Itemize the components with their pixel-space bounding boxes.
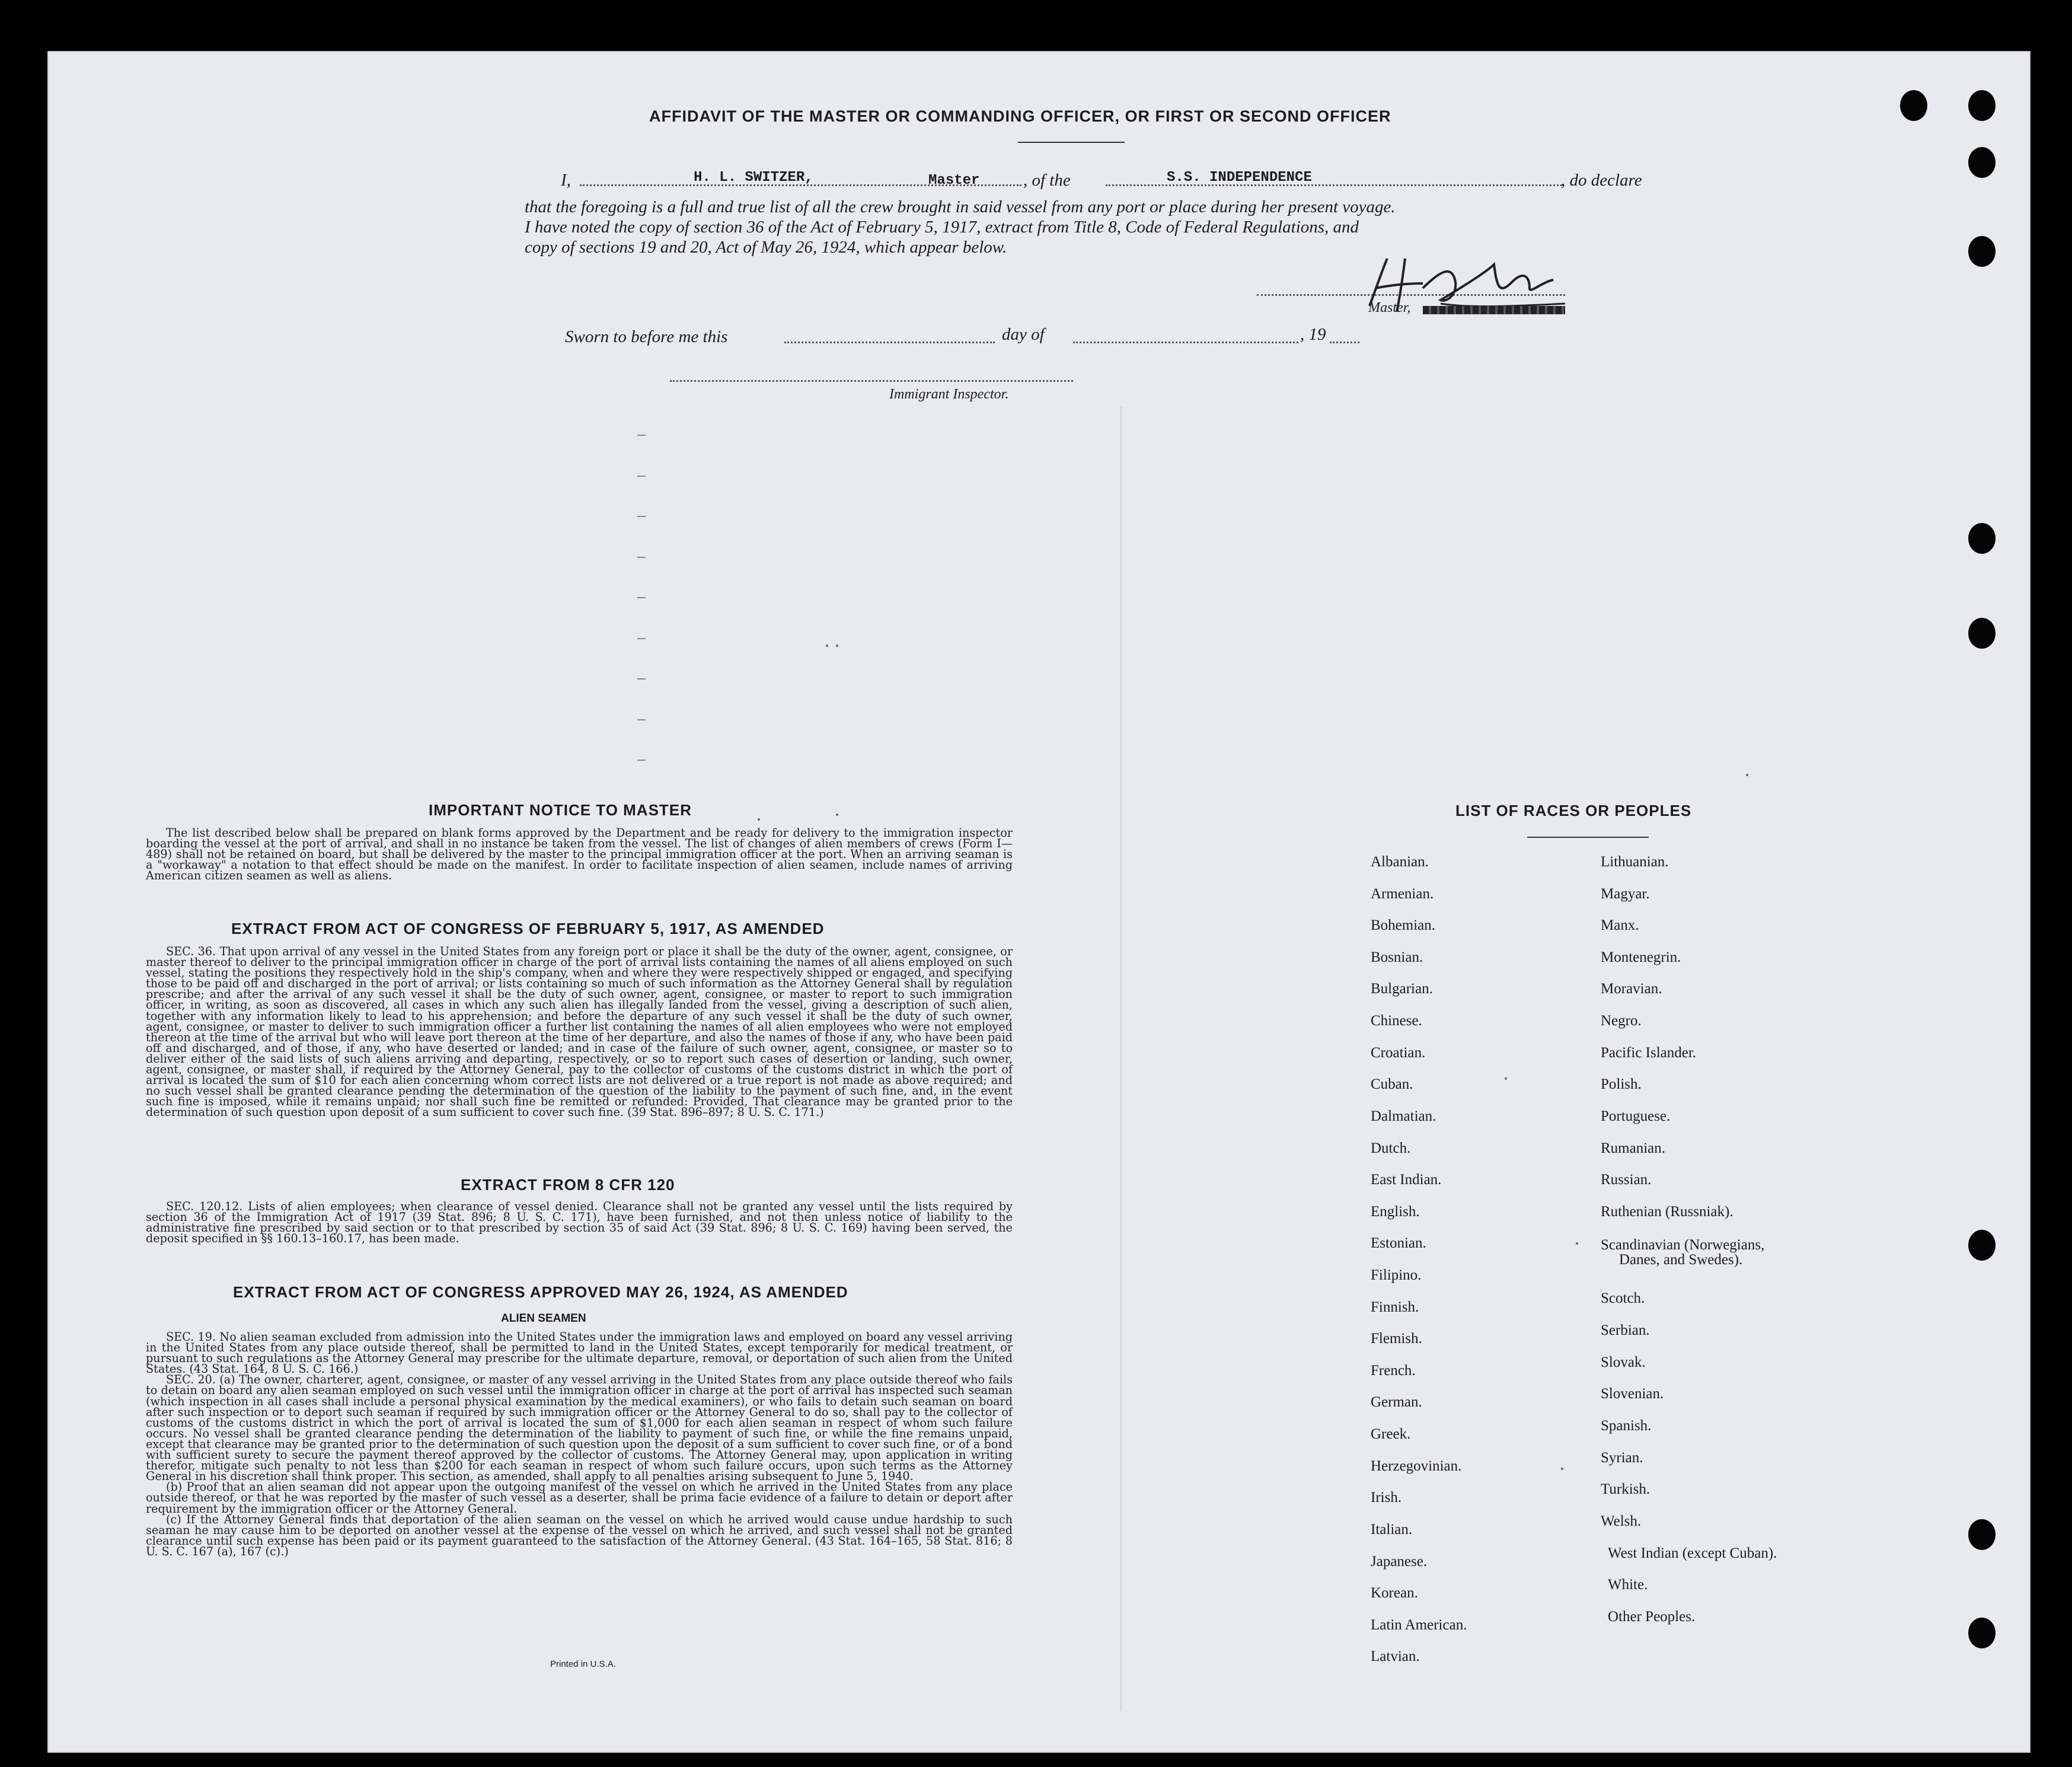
race-item: Bosnian. [1371, 949, 1423, 965]
race-item: Latvian. [1371, 1648, 1420, 1664]
mark [637, 719, 646, 720]
extract-cfr-title: EXTRACT FROM 8 CFR 120 [461, 1176, 675, 1194]
of-the-text: , of the [1023, 171, 1071, 190]
race-item: Portuguese. [1601, 1108, 1671, 1124]
punch-hole [1968, 147, 1996, 178]
affidavit-pronoun: I, [561, 171, 571, 190]
race-item: Pacific Islander. [1601, 1045, 1697, 1061]
notice-paragraph: The list described below shall be prepared on blank forms approved by the Department and be ready for delivery to the immigration inspector boarding the vessel at the port of arrival, and shall in no instance be taken from the vessel. The list of changes of alien members of crews (Form I—489) shall not be retained on board, but shall be delivered by the master to the principal immigration officer at the port. When an arriving seaman is a "workaway" a notation to that effect should be made on the manifest. In order to facilitate inspection of alien seamen, include names of arriving American citizen seamen as well as aliens. [146, 826, 1013, 883]
race-item: Japanese. [1371, 1554, 1428, 1570]
mark [637, 516, 646, 517]
year-prefix: , 19 [1300, 325, 1326, 344]
race-item: Korean. [1371, 1585, 1418, 1601]
sec-36-paragraph: SEC. 36. That upon arrival of any vessel in the United States from any foreign port or place it shall be the duty of the owner, agent, consignee, or master thereof to deliver to the principal immigration officer in charge of the port of arrival lists containing the names of all aliens employed on such vessel, stating the positions they respectively hold in the ship's company, when and where they were respectively shipped or engaged, and specifying those to be paid off and discharged in the port of arrival; or lists containing so much of such information as the Attorney General shall by regulation prescribe; and after the arrival of any such vessel it shall be the duty of such owner, agent, consignee, or master to report to such immigration officer, in writing, as soon as discovered, all cases in which any such alien has illegally landed from the vessel, giving a description of such alien, together with any information likely to lead to his apprehension; and before the departure of any such vessel it shall be the duty of such owner, agent, consignee, or master to deliver to such immigration officer a further list containing the names of all alien employees who were not employed thereon at the time of the arrival but who will leave port thereon at the time of her departure, and also the names of those if any, who have been paid off and discharged, and of those, if any, who have deserted or landed; and in case of the failure of such owner, agent, consignee, or master so to deliver either of the said lists of such aliens arriving and departing, respectively, or so to report such cases of desertion or landing, such owner, agent, consignee, or master shall, if required by the Attorney General, pay to the collector of customs of the customs district in which the port of arrival is located the sum of $10 for each alien concerning whom correct lists are not delivered or a true report is not made as above required; and no such vessel shall be granted clearance pending the determination of the question of the liability to the payment of such fine, and, in the event such fine is imposed, while it remains unpaid; nor shall such fine be remitted or refunded: Provided, That clearance may be granted prior to the determination of such question upon deposit of a sum sufficient to cover such fine. (39 Stat. 896–897; 8 U. S. C. 171.) [146, 945, 1013, 1119]
notice-title: IMPORTANT NOTICE TO MASTER [429, 801, 692, 819]
race-item: Scandinavian (Norwegians, [1601, 1237, 1765, 1253]
race-item: Magyar. [1601, 886, 1650, 902]
race-item: Welsh. [1601, 1513, 1642, 1529]
race-item: Finnish. [1371, 1299, 1419, 1315]
extract-1924-subtitle: ALIEN SEAMEN [501, 1312, 586, 1325]
mark [637, 435, 646, 436]
mark [637, 678, 646, 680]
mark [637, 638, 646, 639]
mark [637, 557, 646, 558]
master-name-value: H. L. SWITZER, [694, 170, 813, 186]
extract-cfr-body [146, 1201, 1013, 1244]
notice-body [146, 828, 1013, 881]
punch-hole [1968, 523, 1996, 554]
signature-caption: Master, [1368, 300, 1411, 315]
speck [1576, 1242, 1578, 1245]
race-item: Danes, and Swedes). [1619, 1252, 1743, 1268]
sec-120-12-paragraph: SEC. 120.12. Lists of alien employees; when clearance of vessel denied. Clearance shall not be granted any vessel until the lists required by section 36 of the Immigration Act of 1917 (39 Stat. 896; 8 U. S. C. 171), have been furnished, and not then unless notice of liability to the administrative fine prescribed by said section or to that prescribed by section 35 of said Act (39 Stat. 896; 8 U. S. C. 169) having been served, the deposit specified in §§ 160.13–160.17, has been made. [146, 1200, 1013, 1246]
punch-hole [1968, 1519, 1996, 1550]
sworn-year-line [1330, 342, 1359, 343]
mark [637, 476, 646, 477]
race-item: Cuban. [1371, 1076, 1413, 1092]
race-item: Croatian. [1371, 1045, 1426, 1061]
race-item: White. [1608, 1577, 1648, 1593]
races-title: LIST OF RACES OR PEOPLES [1455, 802, 1692, 819]
master-title-value: Master [928, 173, 980, 189]
speck [1746, 774, 1748, 776]
inspector-signature-line [670, 380, 1073, 382]
race-item: East Indian. [1371, 1172, 1442, 1188]
punch-hole [1968, 1618, 1996, 1648]
affidavit-line-3: I have noted the copy of section 36 of the Act of February 5, 1917, extract from Title 8, Code of Federal Regulations, and [525, 218, 1359, 237]
sec-20a-paragraph: SEC. 20. (a) The owner, charterer, agent, consignee, or master of any vessel arriving in the United States from any place outside thereof who fails to detain on board any alien seaman employed on such vessel until the immigration officer in charge at the port of arrival has inspected such seaman (which inspection in all cases shall include a personal physical examination by the medical examiners), or who fails to detain such seaman on board after such inspection or to deport such seaman if required by such immigration officer or the Attorney General to do so, shall pay to the collector of customs of the customs district in which the port of arrival is located the sum of $1,000 for each alien seaman in respect of whom such failure occurs. No vessel shall be granted clearance pending the determination of the liability to payment of such fine, or while the fine remains unpaid, except that clearance may be granted prior to the determination of such question upon the deposit of a sum sufficient to cover such fine, or of a bond with sufficient surety to secure the payment thereof approved by the collector of customs. The Attorney General may, upon application in writing therefor, mitigate such penalty to not less than $200 for each seaman in respect of whom such failure occurs, upon such terms as the Attorney General in his discretion shall think proper. This section, as amended, shall apply to all penalties arising subsequent to June 5, 1940. [146, 1373, 1013, 1484]
race-item: Syrian. [1601, 1450, 1643, 1466]
document-page [47, 51, 2031, 1753]
race-item: Slovenian. [1601, 1386, 1664, 1402]
race-item: Bulgarian. [1371, 981, 1433, 997]
race-item: Lithuanian. [1601, 854, 1669, 870]
inspector-caption: Immigrant Inspector. [889, 387, 1009, 402]
speck [1505, 1077, 1507, 1080]
race-item: Rumanian. [1601, 1140, 1666, 1156]
vessel-name-value: S.S. INDEPENDENCE [1167, 170, 1312, 186]
race-item: Ruthenian (Russniak). [1601, 1204, 1733, 1220]
speck [1561, 1468, 1563, 1470]
speck [836, 645, 838, 647]
day-of-text: day of [1002, 325, 1045, 344]
race-item: West Indian (except Cuban). [1608, 1545, 1777, 1561]
speck [758, 818, 760, 821]
race-item: Latin American. [1371, 1617, 1467, 1633]
race-item: Montenegrin. [1601, 949, 1681, 965]
sec-20b-paragraph: (b) Proof that an alien seaman did not appear upon the outgoing manifest of the vessel on which he arrived in the United States from any place outside thereof, or that he was reported by the master of such vessel as a deserter, shall be prima facie evidence of a failure to detain or deport after requirement by the immigration officer or the Attorney General. [146, 1480, 1013, 1516]
race-item: Russian. [1601, 1172, 1652, 1188]
punch-hole [1968, 236, 1996, 267]
race-item: Albanian. [1371, 854, 1429, 870]
race-item: Moravian. [1601, 981, 1662, 997]
race-item: Filipino. [1371, 1267, 1422, 1283]
race-item: Serbian. [1601, 1322, 1650, 1338]
sec-19-paragraph: SEC. 19. No alien seaman excluded from admission into the United States under the immigration laws and employed on board any vessel arriving in the United States from any place outside thereof, shall be permitted to land in the United States, except temporarily for medical treatment, or pursuant to such regulations as the Attorney General may prescribe for the ultimate departure, removal, or deportation of such alien from the United States. (43 Stat. 164, 8 U. S. C. 166.) [146, 1330, 1013, 1376]
race-item: Estonian. [1371, 1235, 1426, 1251]
speck [826, 645, 828, 647]
race-item: Herzegovinian. [1371, 1458, 1462, 1474]
title-underline [1018, 142, 1125, 143]
punch-hole [1968, 90, 1996, 121]
race-item: German. [1371, 1394, 1422, 1410]
races-title-underline [1527, 837, 1649, 838]
extract-1924-title: EXTRACT FROM ACT OF CONGRESS APPROVED MAY 26, 1924, AS AMENDED [233, 1283, 848, 1301]
race-item: Scotch. [1601, 1290, 1645, 1306]
race-item: Dalmatian. [1371, 1108, 1436, 1124]
printed-in-usa: Printed in U.S.A. [550, 1659, 616, 1669]
race-item: Polish. [1601, 1076, 1642, 1092]
race-item: Italian. [1371, 1522, 1413, 1538]
race-item: Armenian. [1371, 886, 1434, 902]
extract-1917-body [146, 946, 1013, 1118]
race-item: Spanish. [1601, 1418, 1652, 1434]
punch-hole [1968, 1230, 1996, 1261]
affidavit-line-2: that the foregoing is a full and true list of all the crew brought in said vessel from any port or place during her present voyage. [525, 197, 1396, 216]
race-item: English. [1371, 1204, 1420, 1220]
extract-1917-title: EXTRACT FROM ACT OF CONGRESS OF FEBRUARY 5, 1917, AS AMENDED [231, 920, 825, 937]
race-item: Slovak. [1601, 1354, 1646, 1370]
punch-hole [1968, 618, 1996, 649]
sec-20c-paragraph: (c) If the Attorney General finds that deportation of the alien seaman on the vessel on which he arrived would cause undue hardship to such seaman he may cause him to be deported on another vessel at the expense of the vessel on which he arrived, and such vessel shall not be granted clearance until such expense has been paid or its payment guaranteed to the satisfaction of the Attorney General. (43 Stat. 164–165, 58 Stat. 816; 8 U. S. C. 167 (a), 167 (c).) [146, 1512, 1013, 1558]
race-item: Manx. [1601, 917, 1639, 933]
race-item: Other Peoples. [1608, 1609, 1696, 1625]
struck-out-title [1423, 306, 1565, 314]
race-item: French. [1371, 1363, 1416, 1379]
race-item: Greek. [1371, 1426, 1411, 1442]
speck [836, 814, 838, 816]
punch-hole [1900, 90, 1927, 121]
column-divider [1120, 407, 1122, 1711]
race-item: Dutch. [1371, 1140, 1411, 1156]
race-item: Negro. [1601, 1013, 1642, 1029]
race-item: Bohemian. [1371, 917, 1436, 933]
affidavit-line-4: copy of sections 19 and 20, Act of May 26, 1924, which appear below. [525, 238, 1007, 257]
do-declare-text: , do declare [1561, 171, 1642, 190]
extract-1924-body [146, 1332, 1013, 1557]
race-item: Chinese. [1371, 1013, 1422, 1029]
affidavit-title: AFFIDAVIT OF THE MASTER OR COMMANDING OFFICER, OR FIRST OR SECOND OFFICER [649, 107, 1391, 125]
race-item: Turkish. [1601, 1481, 1650, 1497]
race-item: Flemish. [1371, 1331, 1422, 1347]
race-item: Irish. [1371, 1489, 1402, 1506]
sworn-prefix: Sworn to before me this [565, 327, 728, 346]
sworn-day-line [784, 342, 995, 343]
sworn-month-line [1073, 342, 1298, 343]
mark [637, 760, 646, 761]
mark [637, 597, 646, 598]
